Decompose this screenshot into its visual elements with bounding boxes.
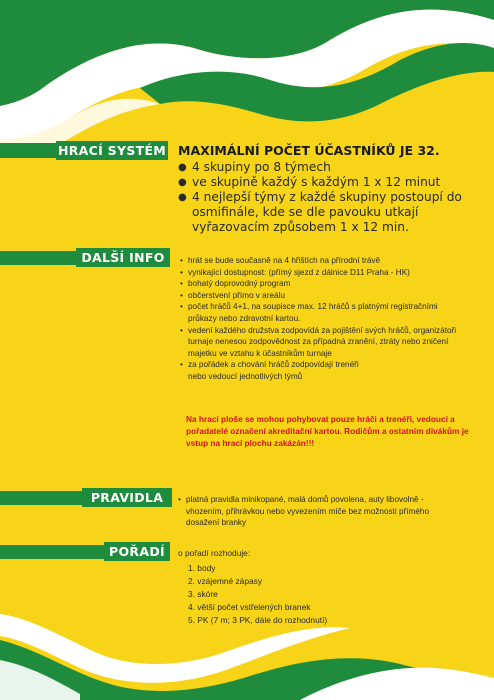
poradi-list bbox=[188, 562, 327, 627]
list-item: • občerstvení přímo v areálu bbox=[180, 290, 476, 302]
dalsi-info-label: DALŠÍ INFO bbox=[76, 248, 170, 267]
list-item: 3. skóre bbox=[188, 589, 218, 599]
list-item: • za pořádek a chování hráčů zodpovídají trenéři nebo vedoucí jednotlivých týmů bbox=[180, 359, 368, 382]
section-stripe-hraci-system bbox=[0, 143, 58, 158]
list-item: 4. větší počet vstřelených branek bbox=[188, 602, 311, 612]
section-stripe-poradi bbox=[0, 545, 108, 559]
list-item: • hrát se bude současně na 4 hřištích na přírodní trávě bbox=[180, 255, 476, 267]
list-item: • počet hráčů 4+1, na soupisce max. 12 hráčů s platnými registračními průkazy nebo zdravotní kartou. bbox=[180, 301, 448, 324]
list-item: 2. vzájemné zápasy bbox=[188, 576, 263, 586]
list-item: • vynikající dostupnost: (přímý sjezd z dálnice D11 Praha - HK) bbox=[180, 267, 476, 279]
hraci-system-label: HRACÍ SYSTÉM bbox=[57, 143, 167, 158]
list-item: ● ve skupině každý s každým 1 x 12 minut bbox=[178, 175, 468, 190]
list-item: ● 4 nejlepší týmy z každé skupiny postoupí do osmifinále, kde se dle pavouku utkají vyřazovacím způsobem 1 x 12 min. bbox=[178, 190, 468, 235]
section-stripe-dalsi-info bbox=[0, 251, 80, 265]
pravidla-list bbox=[178, 494, 462, 529]
dalsi-info-list bbox=[180, 255, 476, 383]
section-stripe-pravidla bbox=[0, 491, 86, 505]
list-item: 5. PK (7 m; 3 PK, dále do rozhodnutí) bbox=[188, 615, 328, 625]
list-item: • vedení každého družstva zodpovídá za pojištění svých hráčů, organizátoři turnaje nenesou zodpovědnost za případná zranění, ztráty nebo zničení majetku ve vztahu k účastníkům turnaje bbox=[180, 325, 478, 360]
hraci-system-heading: MAXIMÁLNÍ POČET ÚČASTNÍKŮ JE 32. bbox=[178, 143, 440, 158]
poradi-label: POŘADÍ bbox=[104, 542, 170, 561]
poradi-intro: o pořadí rozhoduje: bbox=[178, 548, 251, 558]
list-item: • bohatý doprovodný program bbox=[180, 278, 476, 290]
pravidla-label: PRAVIDLA bbox=[82, 488, 172, 507]
hraci-system-list bbox=[178, 160, 468, 235]
list-item: ● 4 skupiny po 8 týmech bbox=[178, 160, 468, 175]
list-item: 1. body bbox=[188, 563, 216, 573]
warning-text: Na hrací ploše se mohou pohybovat pouze hráči a trenéři, vedoucí a pořadatelé označení akreditační kartou. Rodičům a ostatním divákům je vstup na hrací plochu zakázán!!! bbox=[186, 414, 469, 448]
list-item: • platná pravidla minikopané, malá domů povolena, auty libovolně - vhozením, přihrávkou nebo vyvezením míče bez možnosti přímého dosažení branky bbox=[178, 494, 462, 529]
